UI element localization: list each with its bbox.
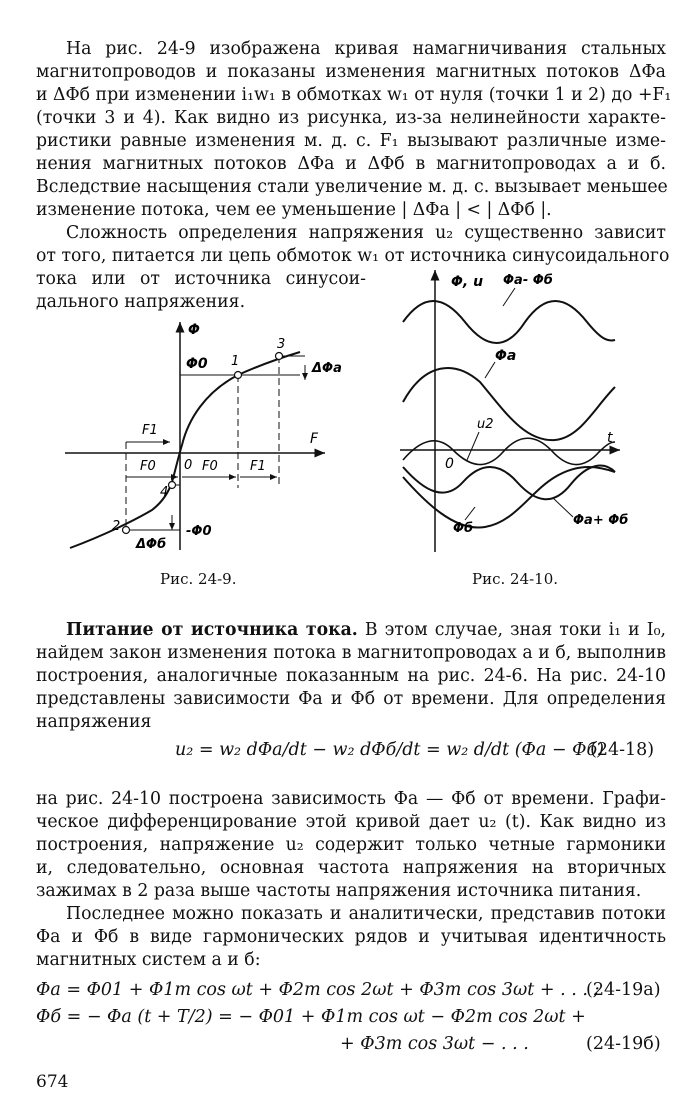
figure-24-10-caption: Рис. 24-10. — [472, 570, 559, 588]
text-line: магнитопроводов и показаны изменения магнитных потоков ΔΦa — [36, 62, 666, 82]
equation-24-19b-line2: + Φ3m cos 3ωt − . . . — [340, 1034, 529, 1054]
text-line: ристики равные изменения м. д. с. F₁ вызывают различные изме- — [36, 131, 666, 151]
text-line: построения, аналогичные показанным на рис. 24-6. На рис. 24-10 — [36, 666, 666, 686]
diff-label: Φa- Φб — [503, 273, 553, 288]
text-line: от того, питается ли цепь обмоток w₁ от источника синусоидального — [36, 246, 670, 266]
page-number: 674 — [36, 1072, 69, 1092]
phi-b-leader — [465, 507, 475, 520]
text-line: ческое дифференцирование этой кривой дает u₂ (t). Как видно из — [36, 812, 666, 832]
equation-24-19a: Φa = Φ01 + Φ1m cos ωt + Φ2m cos 2ωt + Φ3m cos 3ωt + . . . ; — [36, 980, 600, 1000]
phi-a-leader — [485, 362, 495, 378]
text-line: дального напряжения. — [36, 292, 246, 312]
f-axis-label: F — [310, 431, 319, 447]
point-4 — [169, 482, 176, 489]
phi-b-label: Φб — [453, 521, 474, 536]
magnetization-curve — [70, 352, 300, 548]
text-line: представлены зависимости Φa и Φб от времени. Для определения — [36, 689, 666, 709]
text-line: на рис. 24-10 построена зависимость Φa — Φб от времени. Графи- — [36, 789, 666, 809]
pt4-label: 4 — [160, 485, 169, 500]
f0-right-label: F0 — [202, 459, 218, 474]
text-fragment: В этом случае, зная токи i₁ и I₀, — [357, 620, 666, 640]
paragraph-1 — [36, 38, 672, 222]
u2-label: u2 — [477, 417, 494, 432]
equation-24-19b-number: (24-19б) — [586, 1034, 661, 1054]
paragraph-5 — [36, 903, 666, 972]
paragraph-4 — [36, 788, 666, 903]
dphi-b-label: ΔΦб — [136, 537, 167, 552]
text-line — [36, 619, 666, 642]
dphi-a-label: ΔΦa — [312, 361, 342, 376]
point-1 — [235, 372, 242, 379]
figure-24-9 — [60, 310, 360, 560]
section-heading: Питание от источника тока. — [66, 620, 358, 640]
text-line: Φa и Φб в виде гармонических рядов и учитывая идентичность — [36, 927, 666, 947]
paragraph-2-wrap — [36, 268, 366, 314]
equation-24-18-number: (24-18) — [590, 740, 655, 760]
phi0-top-label: Φ0 — [186, 356, 208, 372]
pt1-label: 1 — [231, 354, 240, 369]
t-axis-label: t — [607, 430, 613, 446]
text-line: найдем закон изменения потока в магнитопроводах a и б, выполнив — [36, 643, 666, 663]
origin-label: 0 — [184, 458, 193, 473]
vertical-axis-label: Φ, u — [451, 274, 484, 290]
u2-leader — [467, 432, 479, 460]
text-line: напряжения — [36, 712, 152, 732]
text-line: (точки 3 и 4). Как видно из рисунка, из-за нелинейности характе- — [36, 108, 666, 128]
text-line: Сложность определения напряжения u₂ существенно зависит — [66, 223, 666, 243]
phi-a-label: Φa — [495, 348, 517, 364]
text-line: магнитных систем a и б: — [36, 950, 261, 970]
equation-24-19b-line1: Φб = − Φa (t + T/2) = − Φ01 + Φ1m cos ωt − Φ2m cos 2ωt + — [36, 1007, 586, 1027]
equation-24-18: u₂ = w₂ dΦa/dt − w₂ dΦб/dt = w₂ d/dt (Φa − Φб) — [175, 740, 604, 760]
f1-left-label: F1 — [142, 423, 158, 438]
text-line: На рис. 24-9 изображена кривая намагничивания стальных — [66, 39, 666, 59]
text-line: построения, напряжение u₂ содержит только четные гармоники — [36, 835, 666, 855]
sum-label: Φa+ Φб — [573, 513, 629, 528]
text-line: изменение потока, чем ее уменьшение | ΔΦa | < | ΔΦб |. — [36, 200, 552, 220]
neg-phi0-label: -Φ0 — [186, 524, 212, 539]
text-line: Вследствие насыщения стали увеличение м. д. с. вызывает меньшее — [36, 177, 668, 197]
text-line: нения магнитных потоков ΔΦa и ΔΦб в магнитопроводах a и б. — [36, 154, 666, 174]
f0-left-label: F0 — [140, 459, 156, 474]
pt3-label: 3 — [277, 337, 286, 352]
phi-axis-label: Φ — [188, 322, 200, 338]
sum-leader — [553, 498, 573, 517]
figure-24-10 — [395, 262, 635, 562]
text-line: и, следовательно, основная частота напряжения на вторичных — [36, 858, 666, 878]
paragraph-3 — [36, 619, 666, 734]
equation-24-19a-number: (24-19a) — [586, 980, 661, 1000]
point-2 — [123, 527, 130, 534]
diff-leader — [503, 288, 515, 306]
text-line: зажимах в 2 раза выше частоты напряжения источника питания. — [36, 881, 642, 901]
pt2-label: 2 — [112, 519, 121, 534]
text-line: Последнее можно показать и аналитически, представив потоки — [66, 904, 666, 924]
origin-label: 0 — [445, 456, 454, 472]
text-line: тока или от источника синусои- — [36, 269, 366, 289]
point-3 — [276, 353, 283, 360]
figure-24-9-caption: Рис. 24-9. — [160, 570, 237, 588]
text-line: и ΔΦб при изменении i₁w₁ в обмотках w₁ от нуля (точки 1 и 2) до +F₁ — [36, 85, 672, 105]
f1-right-label: F1 — [250, 459, 266, 474]
